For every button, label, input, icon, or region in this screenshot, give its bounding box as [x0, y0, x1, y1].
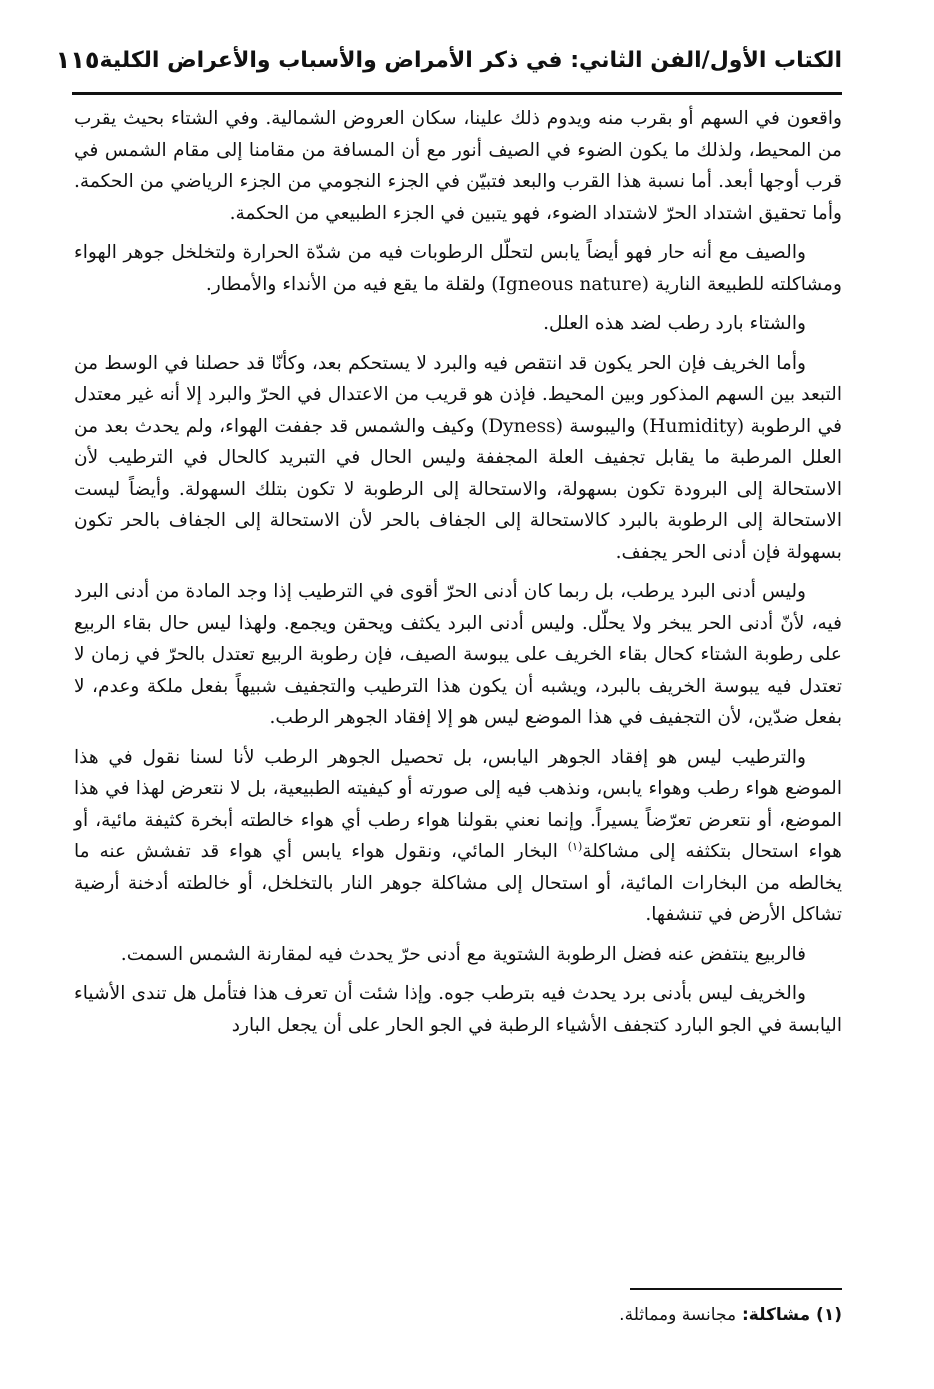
paragraph-part: البخار المائي، ونقول هواء يابس أي هواء قد تفشش عنه ما يخالطه من البخارات المائية، أو استحال إلى مشاكلة جوهر النار بالتخلخل، أو خالطته أدخنة أرضية تشاكل الأرض في تنشفها. [74, 841, 842, 925]
paragraph: والصيف مع أنه حار فهو أيضاً يابس لتحلّل الرطوبات فيه من شدّة الحرارة ولتخلخل جوهر الهواء ومشاكلته للطبيعة النارية (Igneous nature) ولقلة ما يقع فيه من الأنداء والأمطار. [74, 242, 842, 295]
footnote-definition: مجانسة ومماثلة. [619, 1305, 737, 1325]
running-title: الكتاب الأول/الفن الثاني: في ذكر الأمراض والأسباب والأعراض الكلية [99, 47, 842, 73]
paragraph-part: والترطيب ليس هو إفقاد الجوهر اليابس، بل تحصيل الجوهر الرطب لأنا لسنا نقول في هذا الموضع هواء رطب وهواء يابس، ونذهب فيه إلى صورته أو كيفيته الطبيعية، بل لا نتعرض لهذا في هذا الموضع، أو نتعرض تعرّضاً يسيراً. وإنما نعني بقولنا هواء رطب أي هواء خالطته أبخرة كثيفة مائية، أو هواء استحال بتكثفه إلى مشاكلة [74, 746, 842, 862]
paragraph: واقعون في السهم أو بقرب منه ويدوم ذلك علينا، سكان العروض الشمالية. وفي الشتاء بحيث يقرب من المحيط، ولذلك ما يكون الضوء في الصيف أنور مع أن المسافة من مقامنا إلى مقام الشمس في قرب أوجها أبعد. أما نسبة هذا القرب والبعد فتبيّن في الجزء النجومي من الجزء الرياضي من الحكمة. وأما تحقيق اشتداد الحرّ لاشتداد الضوء، فهو يتبين في الجزء الطبيعي من الحكمة. [74, 108, 842, 224]
footnote-reference[interactable]: (١) [567, 839, 583, 853]
footnote-rule [630, 1288, 842, 1290]
paragraph: والشتاء بارد رطب لضد هذه العلل. [543, 313, 806, 334]
body-text [74, 103, 842, 1049]
paragraph [74, 742, 842, 931]
paragraph: وأما الخريف فإن الحر يكون قد انتقص فيه والبرد لا يستحكم بعد، وكأنّا قد حصلنا في الوسط من التبعد بين السهم المذكور وبين المحيط. فإذن هو قريب من الاعتدال في الحرّ والبرد إلا أنه غير معتدل في الرطوبة (Humidity) واليبوسة (Dyness) وكيف والشمس قد جففت الهواء، ولم يحدث بعد من العلل المرطبة ما يقابل تجفيف العلة المجففة وليس الحال في التبريد كالحال في الترطيب لأن الاستحالة إلى البرودة تكون بسهولة، والاستحالة إلى الرطوبة لا تكون بتلك السهولة. وأيضاً ليست الاستحالة إلى الرطوبة بالبرد كالاستحالة إلى الجفاف بالحر لأن الاستحالة إلى الجفاف بالحر تكون بسهولة فإن أدنى الحر يجفف. [74, 352, 842, 563]
paragraph: والخريف ليس بأدنى برد يحدث فيه بترطب جوه. وإذا شئت أن تعرف هذا فتأمل هل تندى الأشياء اليابسة في الجو البارد كتجفف الأشياء الرطبة في الجو الحار على أن يجعل البارد [74, 983, 842, 1036]
paragraph: وليس أدنى البرد يرطب، بل ربما كان أدنى الحرّ أقوى في الترطيب إذا وجد المادة من أدنى البرد فيه، لأنّ أدنى الحر يبخر ولا يحلّل. وليس أدنى البرد يكثف ويحقن ويجمع. ولهذا ليس حال بقاء الربيع على رطوبة الشتاء كحال بقاء الخريف على يبوسة الصيف، فإن رطوبة الربيع تعتدل بالحرّ في زمان لا تعتدل فيه يبوسة الخريف بالبرد، ويشبه أن يكون هذا الترطيب والتجفيف شبيهاً بفعل ملكة وعدم، لا بفعل ضدّين، لأن التجفيف في هذا الموضع ليس هو إلا إفقاد الجوهر الرطب. [74, 581, 842, 728]
paragraph: فالربيع ينتفض عنه فضل الرطوبة الشتوية مع أدنى حرّ يحدث فيه لمقارنة الشمس السمت. [120, 943, 806, 965]
footnote-number: (١) [816, 1305, 842, 1325]
footnote-term: مشاكلة: [741, 1305, 811, 1325]
header-rule [72, 92, 842, 95]
footnote [74, 1300, 842, 1330]
running-header [55, 38, 842, 82]
page-number: ١١٥ [55, 46, 100, 74]
